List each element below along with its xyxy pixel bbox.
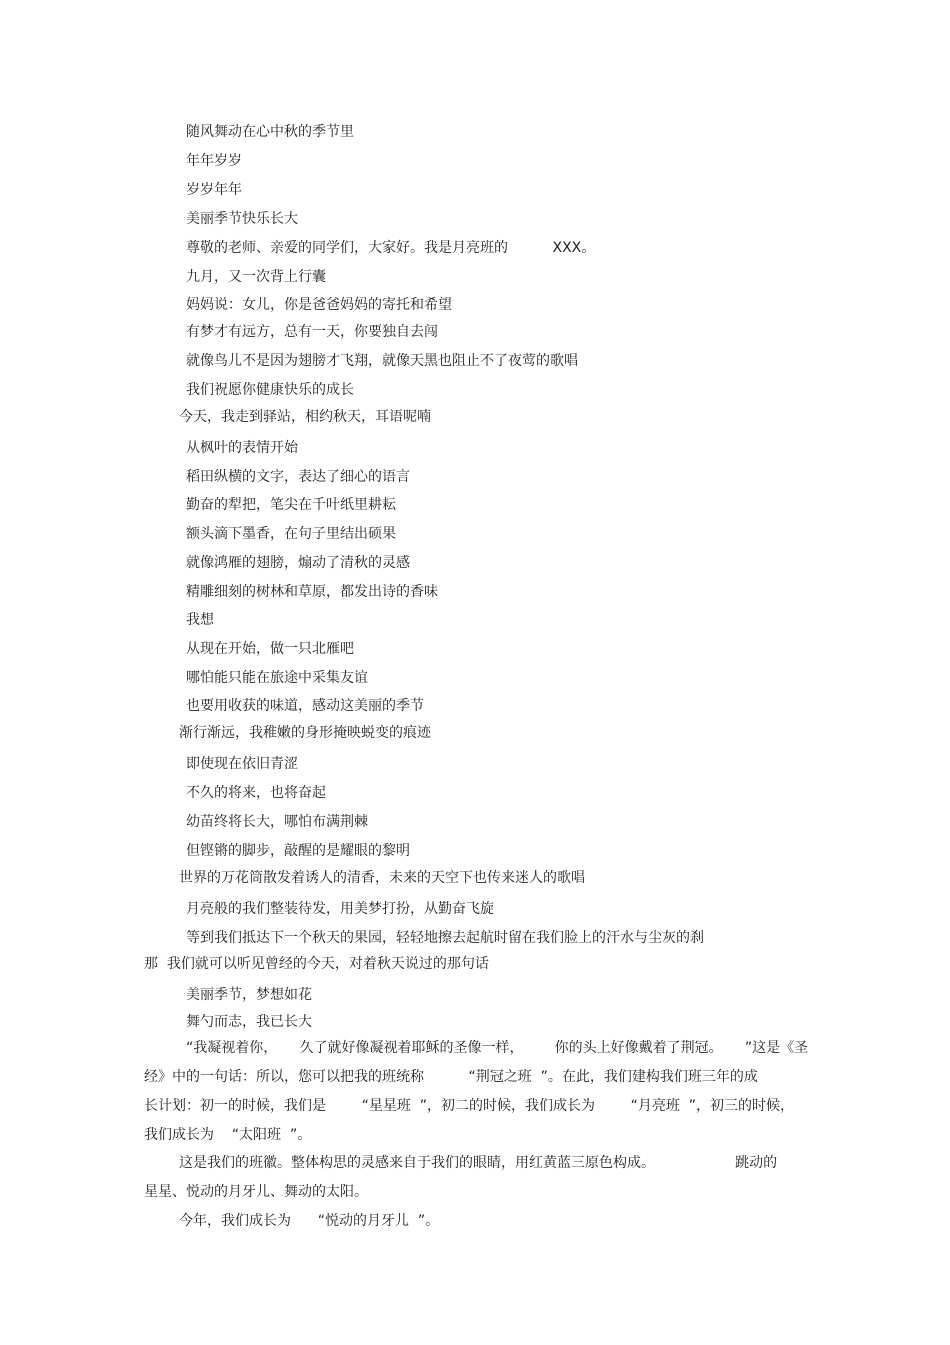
poem-line: 美丽季节，梦想如花 — [186, 987, 312, 1003]
poem-line: 月亮般的我们整装待发，用美梦打扮，从勤奋飞旋 — [186, 901, 494, 917]
poem-line: 舞勺而志，我已长大 — [186, 1014, 312, 1030]
greeting-line: 尊敬的老师、亲爱的同学们，大家好。我是月亮班的 XXX。 — [186, 240, 596, 256]
poem-line: 幼苗终将长大，哪怕布满荆棘 — [186, 814, 368, 830]
poem-line: 今天，我走到驿站，相约秋天，耳语呢喃 — [179, 409, 431, 425]
poem-line: 但铿锵的脚步，敲醒的是耀眼的黎明 — [186, 843, 410, 859]
poem-line: 我想 — [186, 612, 214, 628]
poem-line: 也要用收获的味道，感动这美丽的季节 — [186, 698, 424, 714]
poem-line: 有梦才有远方，总有一天，你要独自去闯 — [186, 324, 438, 340]
paragraph-line: 长计划：初一的时候，我们是 “星星班 ”，初二的时候，我们成长为 “月亮班 ”，初三的时候， — [144, 1098, 795, 1114]
paragraph-line: 经》中的一句话：所以，您可以把我的班统称 “荆冠之班 ”。在此，我们建构我们班三年的成 — [144, 1069, 758, 1085]
paragraph-line: 今年，我们成长为 “悦动的月牙儿 ”。 — [179, 1213, 440, 1229]
paragraph-line: 星星、悦动的月牙儿、舞动的太阳。 — [144, 1184, 368, 1200]
poem-line: 年年岁岁 — [186, 153, 242, 169]
paragraph-line: “我凝视着你， 久了就好像凝视着耶稣的圣像一样， 你的头上好像戴着了荆冠。 ”这是《圣 — [186, 1040, 809, 1056]
poem-line: 额头滴下墨香，在句子里结出硕果 — [186, 526, 396, 542]
poem-line: 随风舞动在心中秋的季节里 — [186, 124, 354, 140]
poem-line: 美丽季节快乐长大 — [186, 211, 298, 227]
poem-line: 岁岁年年 — [186, 182, 242, 198]
poem-line: 等到我们抵达下一个秋天的果园，轻轻地擦去起航时留在我们脸上的汗水与尘灰的刹 — [186, 930, 704, 946]
poem-line: 世界的万花筒散发着诱人的清香，未来的天空下也传来迷人的歌唱 — [179, 870, 585, 886]
poem-line: 就像鸿雁的翅膀，煽动了清秋的灵感 — [186, 555, 410, 571]
paragraph-line: 我们成长为 “太阳班 ”。 — [144, 1127, 312, 1143]
poem-line: 勤奋的犁把，笔尖在千叶纸里耕耘 — [186, 497, 396, 513]
poem-line: 哪怕能只能在旅途中采集友谊 — [186, 670, 368, 686]
poem-line: 从枫叶的表情开始 — [186, 440, 298, 456]
poem-line: 精雕细刻的树林和草原，都发出诗的香味 — [186, 584, 438, 600]
poem-line: 那 我们就可以听见曾经的今天，对着秋天说过的那句话 — [144, 956, 489, 972]
poem-line: 稻田纵横的文字，表达了细心的语言 — [186, 469, 410, 485]
poem-line: 即使现在依旧青涩 — [186, 756, 298, 772]
poem-line: 九月，又一次背上行囊 — [186, 269, 326, 285]
poem-line: 不久的将来，也将奋起 — [186, 785, 326, 801]
poem-line: 我们祝愿你健康快乐的成长 — [186, 382, 354, 398]
paragraph-line: 这是我们的班徽。整体构思的灵感来自于我们的眼睛，用红黄蓝三原色构成。 跳动的 — [179, 1155, 778, 1171]
poem-line: 就像鸟儿不是因为翅膀才飞翔，就像天黑也阻止不了夜莺的歌唱 — [186, 353, 578, 369]
poem-line: 从现在开始，做一只北雁吧 — [186, 641, 354, 657]
poem-line: 妈妈说：女儿，你是爸爸妈妈的寄托和希望 — [186, 297, 452, 313]
poem-line: 渐行渐远，我稚嫩的身形掩映蜕变的痕迹 — [179, 725, 431, 741]
